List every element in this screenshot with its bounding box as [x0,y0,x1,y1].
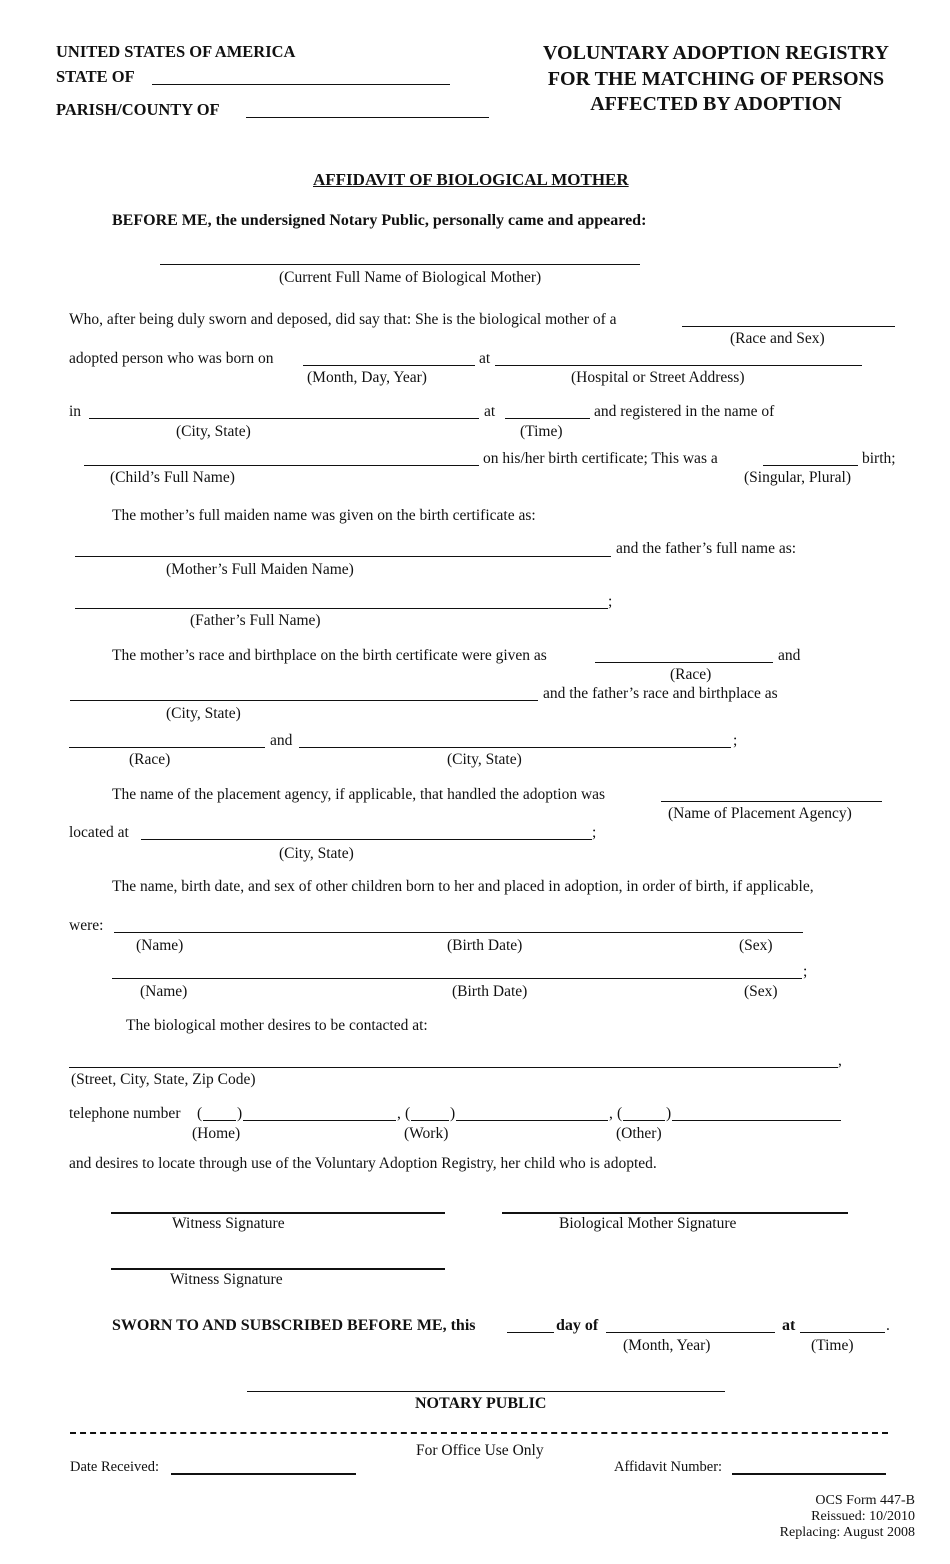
father-full-text: and the father’s full name as: [616,540,797,557]
mother-signature-label: Biological Mother Signature [559,1215,737,1232]
office-divider [70,1432,888,1434]
home-area-close: ) [237,1105,243,1122]
witness-1-label: Witness Signature [172,1215,285,1232]
birth-text: birth; [862,450,896,467]
agency-intro-text: The name of the placement agency, if applicable, that handled the adoption was [112,786,606,803]
mother-race-field[interactable] [595,662,773,663]
contact-intro-text: The biological mother desires to be contacted at: [126,1017,428,1034]
locate-text: and desires to locate through use of the Voluntary Adoption Registry, her child who is adopted. [69,1155,657,1172]
affidavit-number-label: Affidavit Number: [614,1459,723,1475]
form-title: AFFIDAVIT OF BIOLOGICAL MOTHER [313,170,629,189]
date-received-label: Date Received: [70,1459,159,1475]
home-phone-field[interactable] [243,1120,396,1121]
current-name-label: (Current Full Name of Biological Mother) [279,269,542,286]
notary-signature-line[interactable] [247,1391,725,1392]
registry-title-line-1: VOLUNTARY ADOPTION REGISTRY [542,42,889,64]
city-state-label: (City, State) [176,423,251,440]
affidavit-number-field[interactable] [732,1473,886,1475]
witness-1-signature-line[interactable] [111,1212,445,1214]
sworn-text: Who, after being duly sworn and deposed, did say that: She is the biological mother of a [69,311,617,328]
father-race-field[interactable] [69,747,265,748]
work-area-open: ( [405,1105,411,1122]
sworn-time-label: (Time) [811,1337,854,1354]
other-phone-field[interactable] [672,1120,841,1121]
in-text: in [69,403,82,420]
witness-2-label: Witness Signature [170,1271,283,1288]
month-day-year-label: (Month, Day, Year) [307,369,427,386]
child-name-field[interactable] [84,465,479,466]
parish-label: PARISH/COUNTY OF [56,100,220,119]
registered-text: and registered in the name of [594,403,775,420]
office-heading: For Office Use Only [416,1442,544,1459]
work-phone-field[interactable] [456,1120,608,1121]
work-area-close: ) [450,1105,456,1122]
birth-time-field[interactable] [505,418,590,419]
father-race-label: (Race) [129,751,171,768]
other-area-open: ( [617,1105,623,1122]
comma-1: , [838,1052,842,1069]
singular-plural-label: (Singular, Plural) [744,469,852,486]
agency-location-label: (City, State) [279,845,354,862]
work-label: (Work) [404,1125,449,1142]
period-text: . [886,1317,890,1334]
and-text-1: and [778,647,801,664]
child-1-sex-label: (Sex) [739,937,773,954]
birth-date-field[interactable] [303,365,475,366]
witness-2-signature-line[interactable] [111,1268,445,1270]
work-area-field[interactable] [411,1120,449,1121]
were-text: were: [69,917,104,934]
agency-field[interactable] [661,801,882,802]
child-2-sex-label: (Sex) [744,983,778,1000]
child-2-birth-date-label: (Birth Date) [452,983,528,1000]
home-area-open: ( [197,1105,203,1122]
semicolon-1: ; [608,593,613,610]
and-text-2: and [270,732,293,749]
current-name-field[interactable] [160,264,640,265]
child-2-name-label: (Name) [140,983,188,1000]
semicolon-2: ; [733,732,738,749]
semicolon-3: ; [592,824,597,841]
child-name-label: (Child’s Full Name) [110,469,235,486]
telephone-text: telephone number [69,1105,181,1122]
agency-location-field[interactable] [141,839,592,840]
mother-signature-line[interactable] [502,1212,848,1214]
month-year-field[interactable] [606,1332,775,1333]
at-text: at [479,350,491,367]
contact-address-field[interactable] [69,1067,838,1068]
parish-field[interactable] [246,117,489,118]
birth-cert-text: on his/her birth certificate; This was a [483,450,718,467]
registry-title-line-2: FOR THE MATCHING OF PERSONS [547,68,885,90]
race-intro-text: The mother’s race and birthplace on the birth certificate were given as [112,647,547,664]
mother-race-label: (Race) [670,666,712,683]
father-name-label: (Father’s Full Name) [190,612,321,629]
sworn-before-text: SWORN TO AND SUBSCRIBED BEFORE ME, this [112,1317,476,1334]
adopted-born-text: adopted person who was born on [69,350,274,367]
state-label: STATE OF [56,67,135,86]
mother-birthplace-label: (City, State) [166,705,241,722]
child-1-birth-date-label: (Birth Date) [447,937,523,954]
father-race-text: and the father’s race and birthplace as [543,685,778,702]
replacing-date: Replacing: August 2008 [779,1525,915,1540]
hospital-field[interactable] [495,365,862,366]
mother-maiden-field[interactable] [75,556,611,557]
sworn-at-text: at [782,1317,796,1334]
child-1-name-label: (Name) [136,937,184,954]
race-sex-label: (Race and Sex) [730,330,825,347]
other-child-1-field[interactable] [114,932,803,933]
other-children-text: The name, birth date, and sex of other children born to her and placed in adoption, in order of birth, if applicable, [112,878,814,895]
date-received-field[interactable] [171,1473,356,1475]
month-year-label: (Month, Year) [623,1337,711,1354]
day-of-text: day of [556,1317,599,1334]
mother-maiden-label: (Mother’s Full Maiden Name) [166,561,354,578]
day-field[interactable] [507,1332,554,1333]
agency-label: (Name of Placement Agency) [668,805,852,822]
notary-label: NOTARY PUBLIC [415,1395,547,1412]
singular-plural-field[interactable] [763,465,858,466]
maiden-intro-text: The mother’s full maiden name was given on the birth certificate as: [112,507,536,524]
mother-birthplace-field[interactable] [70,700,538,701]
comma-3: , [609,1105,613,1122]
race-sex-field[interactable] [682,326,895,327]
comma-2: , [397,1105,401,1122]
other-area-close: ) [666,1105,672,1122]
home-area-field[interactable] [203,1120,236,1121]
intro-text: BEFORE ME, the undersigned Notary Public, personally came and appeared: [112,212,647,229]
other-area-field[interactable] [623,1120,665,1121]
other-child-2-field[interactable] [112,978,802,979]
reissued-date: Reissued: 10/2010 [811,1509,915,1524]
other-label: (Other) [616,1125,662,1142]
hospital-label: (Hospital or Street Address) [571,369,745,386]
located-at-text: located at [69,824,129,841]
father-name-field[interactable] [75,608,608,609]
form-number: OCS Form 447-B [815,1493,915,1508]
father-birthplace-field[interactable] [299,747,731,748]
at-time-text: at [484,403,496,420]
father-birthplace-label: (City, State) [447,751,522,768]
state-field[interactable] [152,84,450,85]
registry-title-line-3: AFFECTED BY ADOPTION [590,93,842,115]
country-heading: UNITED STATES OF AMERICA [56,42,296,61]
sworn-time-field[interactable] [800,1332,885,1333]
home-label: (Home) [192,1125,241,1142]
birth-city-field[interactable] [89,418,479,419]
time-label: (Time) [520,423,563,440]
semicolon-4: ; [803,963,808,980]
address-label: (Street, City, State, Zip Code) [71,1071,256,1088]
